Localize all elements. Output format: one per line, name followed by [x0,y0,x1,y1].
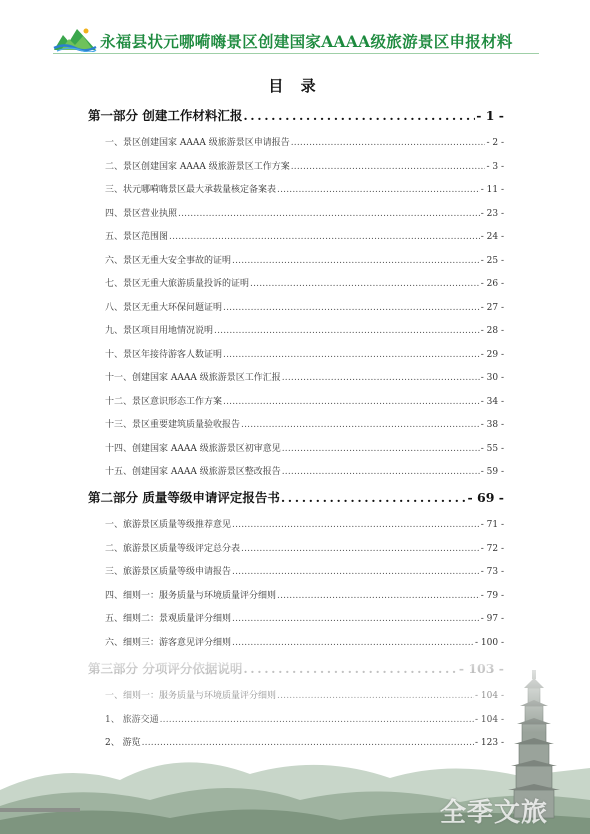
toc-part-entry[interactable] [88,488,504,506]
dot-leader [214,326,480,336]
toc-item-entry[interactable] [88,253,504,266]
toc-item-entry[interactable] [88,588,504,601]
toc-title: 目 录 [268,77,322,95]
watermark-text: 全季文旅 [440,798,549,828]
toc-item-label: 三、状元哪嗬嗨景区最大承载量核定备案表 [105,185,277,195]
dot-leader [282,444,480,454]
header-title: 永福县状元哪嗬嗨景区创建国家AAAA级旅游景区申报材料 [100,32,513,51]
dot-leader [291,162,486,172]
dot-leader [291,138,486,148]
dot-leader [241,544,480,554]
toc-item-page: - 100 - [475,637,504,648]
toc-item-page: - 25 - [480,255,504,266]
dot-leader [178,209,480,219]
dot-leader [223,303,480,313]
toc-item-entry[interactable] [88,182,504,195]
dot-leader [232,520,480,530]
toc-item-entry[interactable] [88,541,504,554]
toc-item-page: - 11 - [480,185,504,195]
toc-item-page: - 38 - [480,420,504,430]
toc-part-page: - 69 - [467,490,504,505]
toc-item-label: 五、细则二：景观质量评分细则 [105,614,232,624]
toc-item-page: - 3 - [486,161,504,172]
dot-leader [241,420,480,430]
green-mountain-logo-icon [53,26,97,52]
toc-part-entry[interactable] [88,106,504,124]
dot-leader [223,350,480,360]
toc-item-page: - 28 - [480,326,504,336]
dot-leader [277,591,480,601]
dot-leader [223,397,480,407]
dot-leader [282,467,480,477]
dot-leader [282,373,480,383]
toc-item-entry[interactable] [88,611,504,624]
toc-item-page: - 30 - [480,373,504,383]
toc-item-label: 十三、景区重要建筑质量验收报告 [105,420,241,430]
toc-item-label: 九、景区项目用地情况说明 [105,326,214,336]
toc-item-entry[interactable] [88,159,504,172]
toc-item-page: - 27 - [480,302,504,313]
toc-item-label: 二、景区创建国家 AAAA 级旅游景区工作方案 [105,161,290,172]
toc-item-entry[interactable] [88,394,504,407]
dot-leader [250,279,480,289]
toc-item-entry[interactable] [88,441,504,454]
toc-item-page: - 55 - [480,443,504,454]
toc-item-page: - 29 - [480,349,504,360]
toc-item-page: - 24 - [480,232,504,242]
dot-leader [281,490,467,505]
toc-item-label: 一、景区创建国家 AAAA 级旅游景区申请报告 [105,138,290,148]
toc-item-entry[interactable] [88,635,504,648]
dot-leader [232,256,480,266]
toc-item-label: 一、旅游景区质量等级推荐意见 [105,520,232,530]
dot-leader [232,638,474,648]
toc-item-label: 八、景区无重大环保问题证明 [105,302,223,313]
toc-item-label: 十一、创建国家 AAAA 级旅游景区工作汇报 [105,373,281,383]
toc-item-page: - 79 - [480,590,504,601]
toc-item-label: 六、景区无重大安全事故的证明 [105,255,232,266]
toc-part-label: 第二部分 质量等级申请评定报告书 [88,490,280,505]
toc-part-page: - 1 - [476,108,504,123]
toc-item-entry[interactable] [88,206,504,219]
toc-item-label: 二、旅游景区质量等级评定总分表 [105,543,241,554]
header-divider [53,53,539,54]
toc-part-label: 第一部分 创建工作材料汇报 [88,108,243,123]
toc-item-entry[interactable] [88,417,504,430]
toc-item-page: - 23 - [480,208,504,219]
toc-item-entry[interactable] [88,347,504,360]
dot-leader [277,185,480,195]
page-header [0,0,590,58]
toc-item-entry[interactable] [88,229,504,242]
toc-item-page: - 2 - [486,138,504,148]
toc-item-label: 十二、景区意识形态工作方案 [105,396,223,407]
toc-item-label: 七、景区无重大旅游质量投诉的证明 [105,279,250,289]
dot-leader [232,614,480,624]
toc-item-page: - 71 - [480,520,504,530]
toc-item-page: - 73 - [480,567,504,577]
dot-leader [243,108,475,123]
toc-item-entry[interactable] [88,370,504,383]
dot-leader [232,567,480,577]
toc-item-label: 五、景区范围图 [105,232,169,242]
toc-item-label: 十五、创建国家 AAAA 级旅游景区整改报告 [105,467,281,477]
toc-item-page: - 34 - [480,396,504,407]
toc-item-entry[interactable] [88,323,504,336]
toc-item-page: - 72 - [480,543,504,554]
toc-item-label: 四、景区营业执照 [105,208,178,219]
toc-item-entry[interactable] [88,276,504,289]
toc-item-page: - 97 - [480,614,504,624]
toc-item-page: - 26 - [480,279,504,289]
dot-leader [169,232,480,242]
toc-item-label: 十四、创建国家 AAAA 级旅游景区初审意见 [105,443,281,454]
toc-item-entry[interactable] [88,135,504,148]
toc-item-entry[interactable] [88,517,504,530]
toc-item-label: 三、旅游景区质量等级申请报告 [105,567,232,577]
toc-item-label: 十、景区年接待游客人数证明 [105,349,223,360]
toc-item-label: 六、细则三：游客意见评分细则 [105,637,232,648]
toc-item-label: 四、细则一：服务质量与环境质量评分细则 [105,590,277,601]
toc-item-page: - 59 - [480,467,504,477]
toc-item-entry[interactable] [88,464,504,477]
toc-item-entry[interactable] [88,564,504,577]
toc-item-entry[interactable] [88,300,504,313]
